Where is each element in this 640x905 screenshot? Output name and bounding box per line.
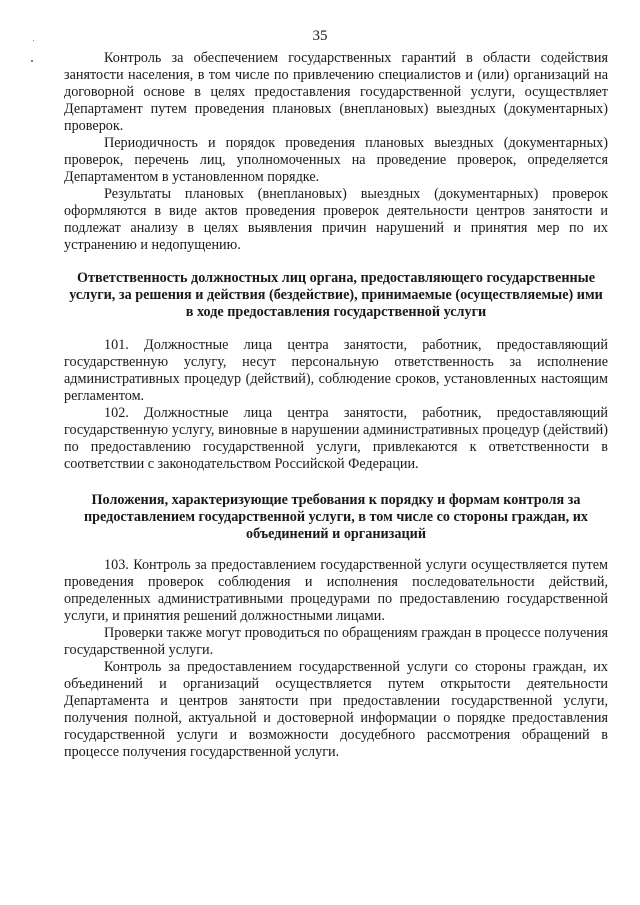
scan-speck — [31, 60, 33, 62]
paragraph: Периодичность и порядок проведения плановых выездных (документарных) проверок, перечень лиц, уполномоченных на проведение проверок, определяется Департаментом в установленном порядке. — [64, 135, 608, 185]
paragraph: Проверки также могут проводиться по обращениям граждан в процессе получения государственной услуги. — [64, 625, 608, 658]
paragraph: Результаты плановых (внеплановых) выездных (документарных) проверок оформляются в виде актов проведения проверок деятельности центров занятости и подлежат анализу в целях выявления причин нарушений и принятия мер по их устранению и недопущению. — [64, 186, 608, 253]
paragraph: Контроль за обеспечением государственных гарантий в области содействия занятости населения, в том числе по привлечению специалистов и (или) организаций на договорной основе в целях предоставления государственной услуги, осуществляет Департамент путем проведения плановых (внеплановых) выездных (документарных) проверок. — [64, 50, 608, 134]
section-control-forms — [64, 557, 608, 761]
section-control-guarantees — [64, 50, 608, 254]
paragraph: 103. Контроль за предоставлением государственной услуги осуществляется путем проведения проверок соблюдения и исполнения последовательности действий, определенных административными процедурами по предоставлению государственной услуги, и принятия решений должностными лицами. — [64, 557, 608, 624]
heading-control-forms-block — [64, 492, 608, 543]
page-number: 35 — [312, 28, 328, 44]
section-heading: Положения, характеризующие требования к порядку и формам контроля за предоставлением государственной услуги, в том числе со стороны граждан, их объединений и организаций — [83, 492, 589, 542]
paragraph: 102. Должностные лица центра занятости, работник, предоставляющий государственную услугу, виновные в нарушении административных процедур (действий) по предоставлению государственной услуги, привлекаются к ответственности в соответствии с законодательством Российской Федерации. — [64, 405, 608, 472]
paragraph: 101. Должностные лица центра занятости, работник, предоставляющий государственную услугу, несут персональную ответственность за исполнение административных процедур (действий), соблюдение сроков, установленных настоящим регламентом. — [64, 337, 608, 404]
paragraph: Контроль за предоставлением государственной услуги со стороны граждан, их объединений и организаций осуществляется путем открытости деятельности Департамента и центров занятости при предоставлении государственной услуги, получения полной, актуальной и достоверной информации о порядке предоставления государственной услуги и возможности досудебного рассмотрения обращений в процессе получения государственной услуги. — [64, 659, 608, 760]
section-heading: Ответственность должностных лиц органа, предоставляющего государственные услуги, за решения и действия (бездействие), принимаемые (осуществляемые) ими в ходе предоставления государственной услуги — [69, 270, 603, 320]
section-responsibility — [64, 337, 608, 473]
heading-responsibility-block — [64, 270, 608, 321]
